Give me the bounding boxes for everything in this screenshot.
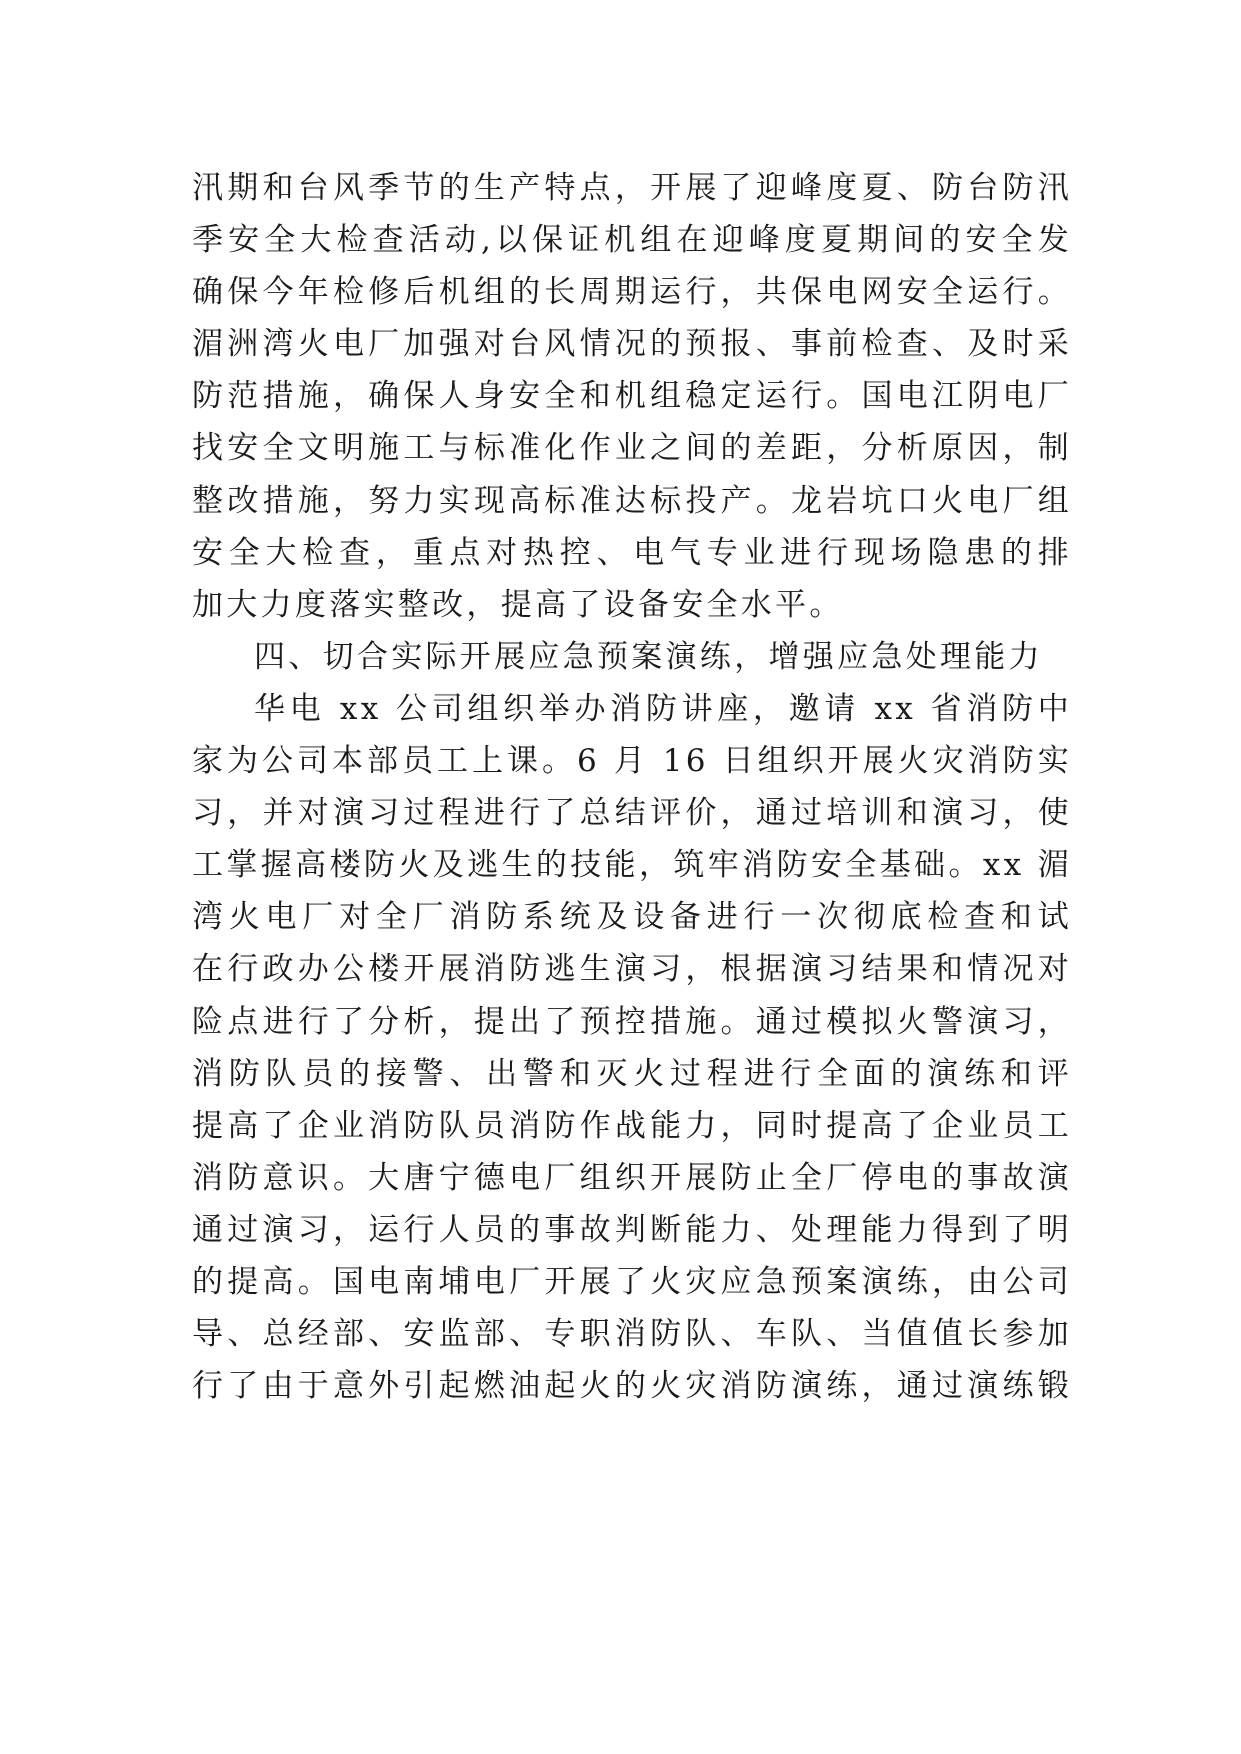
text-line: 湾火电厂对全厂消防系统及设备进行一次彻底检查和试 (192, 899, 1072, 936)
text-line: 消防队员的接警、出警和灭火过程进行全面的演练和评 (192, 1055, 1072, 1092)
text-line: 确保今年检修后机组的长周期运行，共保电网安全运行。 (192, 274, 1072, 311)
text-line: 防范措施，确保人身安全和机组稳定运行。国电江阴电厂 (192, 378, 1072, 415)
text-line: 在行政办公楼开展消防逃生演习，根据演习结果和情况对 (192, 951, 1072, 988)
text-line: 工掌握高楼防火及逃生的技能，筑牢消防安全基础。xx 湄 (192, 847, 1072, 884)
text-line: 行了由于意外引起燃油起火的火灾消防演练，通过演练锻 (192, 1368, 1072, 1405)
text-line: 导、总经部、安监部、专职消防队、车队、当值值长参加 (192, 1316, 1072, 1353)
text-line: 加大力度落实整改，提高了设备安全水平。 (192, 586, 844, 623)
body-text (192, 162, 1072, 1412)
text-line: 家为公司本部员工上课。6 月 16 日组织开展火灾消防实 (192, 743, 1072, 780)
text-line: 通过演习，运行人员的事故判断能力、处理能力得到了明 (192, 1211, 1072, 1248)
text-line: 季安全大检查活动,以保证机组在迎峰度夏期间的安全发 (192, 222, 1072, 259)
text-line: 整改措施，努力实现高标准达标投产。龙岩坑口火电厂组 (192, 482, 1072, 519)
text-line: 习，并对演习过程进行了总结评价，通过培训和演习，使 (192, 795, 1072, 832)
text-line: 消防意识。大唐宁德电厂组织开展防止全厂停电的事故演 (192, 1159, 1072, 1196)
section-heading: 四、切合实际开展应急预案演练，增强应急处理能力 (254, 638, 1043, 675)
text-line: 险点进行了分析，提出了预控措施。通过模拟火警演习， (192, 1003, 1072, 1040)
text-line: 湄洲湾火电厂加强对台风情况的预报、事前检查、及时采 (192, 326, 1072, 363)
text-line: 汛期和台风季节的生产特点，开展了迎峰度夏、防台防汛 (192, 170, 1072, 206)
text-line: 的提高。国电南埔电厂开展了火灾应急预案演练，由公司 (192, 1263, 1072, 1300)
text-line: 找安全文明施工与标准化作业之间的差距，分析原因，制 (192, 430, 1072, 467)
text-line: 华电 xx 公司组织举办消防讲座，邀请 xx 省消防中 (254, 690, 1072, 727)
text-line: 提高了企业消防队员消防作战能力，同时提高了企业员工 (192, 1107, 1072, 1144)
text-line: 安全大检查，重点对热控、电气专业进行现场隐患的排 (192, 534, 1072, 571)
